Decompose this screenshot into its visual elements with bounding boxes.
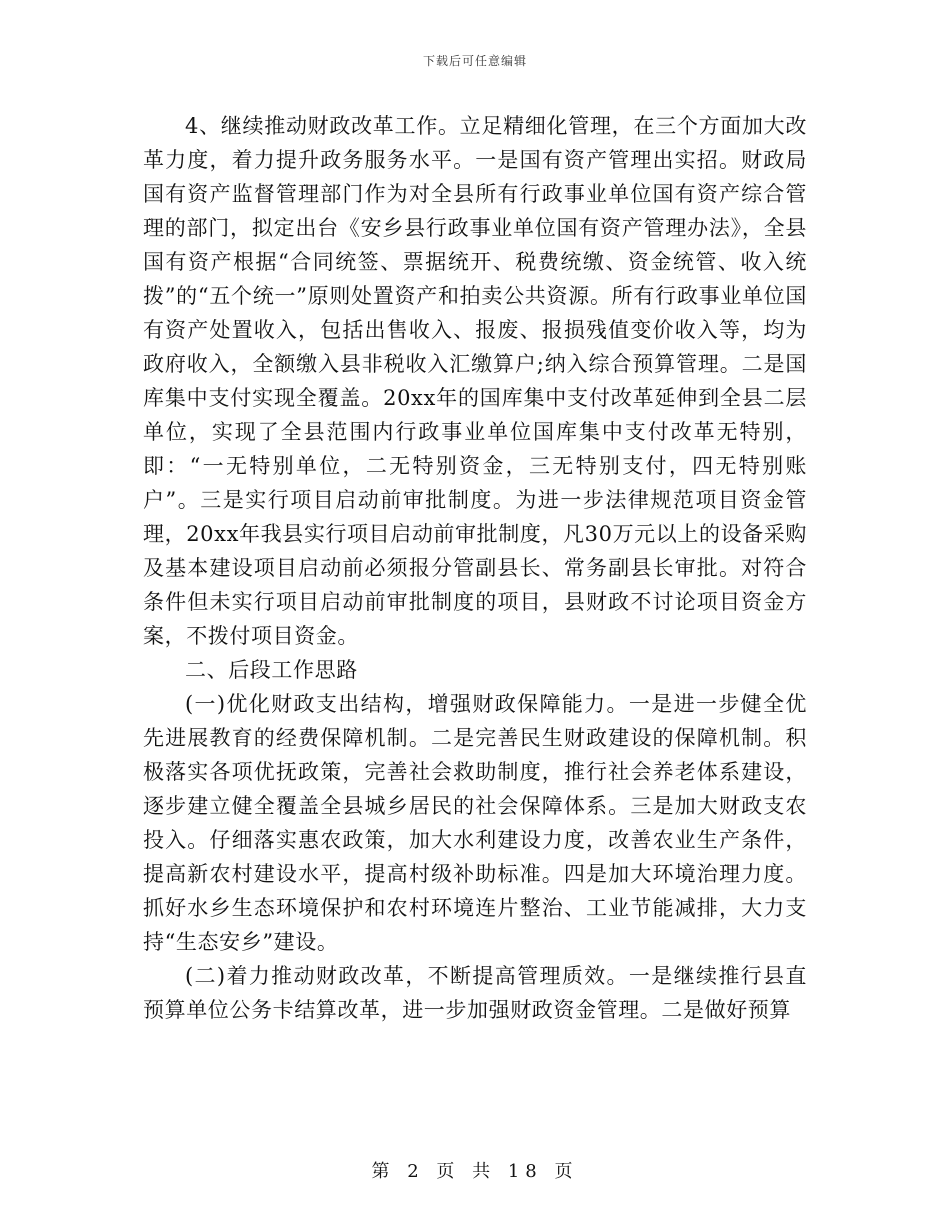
paragraph-reform-work: 4、继续推动财政改革工作。立足精细化管理，在三个方面加大改革力度，着力提升政务服务水平。一是国有资产管理出实招。财政局国有资产监督管理部门作为对全县所有行政事业单位国有资产综合管理的部门，拟定出台《安乡县行政事业单位国有资产管理办法》，全县国有资产根据“合同统签、票据统开、税费统缴、资金统管、收入统拨”的“五个统一”原则处置资产和拍卖公共资源。所有行政事业单位国有资产处置收入，包括出售收入、报废、报损残值变价收入等，均为政府收入，全额缴入县非税收入汇缴算户;纳入综合预算管理。二是国库集中支付实现全覆盖。20xx年的国库集中支付改革延伸到全县二层单位，实现了全县范围内行政事业单位国库集中支付改革无特别，即：“一无特别单位，二无特别资金，三无特别支付，四无特别账户”。三是实行项目启动前审批制度。为进一步法律规范项目资金管理，20xx年我县实行项目启动前审批制度，凡30万元以上的设备采购及基本建设项目启动前必须报分管副县长、常务副县长审批。对符合条件但未实行项目启动前审批制度的项目，县财政不讨论项目资金方案，不拨付项目资金。 [143,114,807,648]
document-body [143,109,807,1027]
download-note: 下载后可任意编辑 [422,54,527,68]
paragraph-optimize-spending: (一)优化财政支出结构，增强财政保障能力。一是进一步健全优先进展教育的经费保障机制。二是完善民生财政建设的保障机制。积极落实各项优抚政策，完善社会救助制度，推行社会养老体系建设，逐步建立健全覆盖全县城乡居民的社会保障体系。三是加大财政支农投入。仔细落实惠农政策，加大水利建设力度，改善农业生产条件，提高新农村建设水平，提高村级补助标准。四是加大环境治理力度。抓好水乡生态环境保护和农村环境连片整治、工业节能减排，大力支持“生态安乡”建设。 [143,692,807,954]
page-number: 第 2 页 共 18 页 [371,1161,579,1182]
section-heading-next-steps: 二、后段工作思路 [185,658,358,682]
paragraph-promote-reform: (二)着力推动财政改革，不断提高管理质效。一是继续推行县直预算单位公务卡结算改革，进一步加强财政资金管理。二是做好预算 [143,964,807,1022]
